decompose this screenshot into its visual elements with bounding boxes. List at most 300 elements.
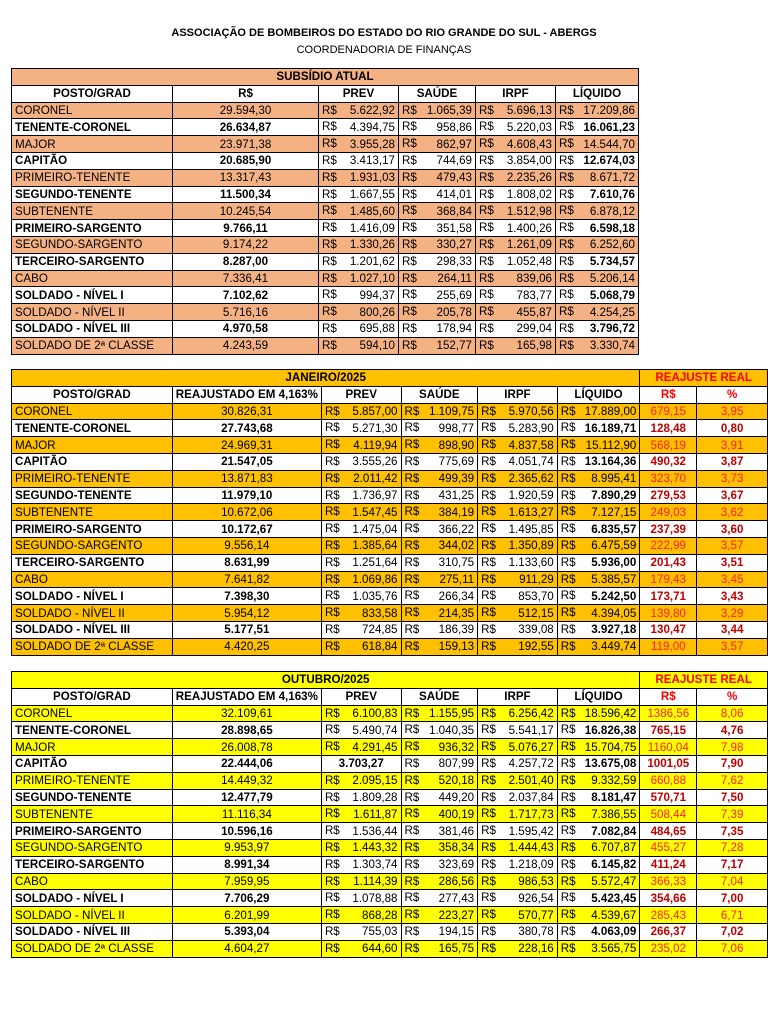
reajuste-pct-cell: 3,43	[697, 588, 768, 605]
prev-amount: 2.095,15	[352, 774, 398, 788]
liquido-cell	[556, 220, 639, 237]
liquido-cell	[556, 320, 639, 337]
value-cell: 28.898,65	[172, 722, 321, 739]
liquido-cell	[557, 504, 640, 521]
value-cell: 14.449,32	[172, 772, 321, 789]
prev-amount: 5.857,00	[352, 404, 398, 418]
reajuste-value-cell: 455,27	[640, 839, 697, 856]
currency-label: R$	[324, 807, 340, 821]
irpf-amount: 3.854,00	[506, 154, 552, 168]
liquido-cell	[557, 856, 640, 873]
currency-label: R$	[479, 305, 494, 319]
table-row	[12, 152, 639, 169]
table-row	[12, 806, 768, 823]
posto-cell: TENENTE-CORONEL	[12, 420, 173, 437]
irpf-cell	[476, 136, 556, 153]
posto-cell: SOLDADO DE 2ª CLASSE	[12, 940, 173, 957]
value-cell: 9.556,14	[172, 537, 321, 554]
currency-label: R$	[404, 908, 420, 922]
liquido-amount: 16.826,38	[584, 723, 637, 737]
liquido-cell	[556, 236, 639, 253]
posto-cell: CORONEL	[12, 403, 173, 420]
saude-cell	[401, 554, 478, 571]
prev-amount: 1.027,10	[349, 271, 395, 285]
saude-amount: 958,86	[436, 120, 472, 134]
value-cell: 13.317,43	[173, 169, 319, 186]
currency-label: R$	[324, 488, 340, 502]
irpf-cell	[476, 236, 556, 253]
currency-label: R$	[560, 723, 576, 737]
prev-amount: 4.291,45	[352, 740, 398, 754]
currency-label: R$	[481, 756, 496, 770]
reajuste-pct-cell: 7,90	[697, 755, 768, 772]
column-header: R$	[640, 688, 697, 705]
liquido-amount: 7.127,15	[591, 505, 637, 519]
document-subtitle: COORDENADORIA DE FINANÇAS	[296, 44, 472, 56]
liquido-cell	[557, 605, 640, 622]
prev-cell	[321, 923, 401, 940]
saude-cell	[401, 504, 478, 521]
irpf-amount: 1.595,42	[508, 824, 554, 838]
reajuste-value-cell: 570,71	[640, 789, 697, 806]
currency-label: R$	[481, 404, 496, 418]
saude-cell	[401, 890, 478, 907]
prev-amount: 3.955,28	[349, 137, 395, 151]
irpf-amount: 1.613,27	[508, 505, 554, 519]
value-cell: 7.336,41	[173, 270, 319, 287]
table-row	[12, 890, 768, 907]
table-row	[12, 873, 768, 890]
prev-cell	[319, 304, 399, 321]
prev-amount: 594,10	[359, 339, 395, 353]
prev-amount: 1.736,97	[352, 488, 398, 502]
table-title: SUBSÍDIO ATUAL	[12, 69, 639, 86]
prev-cell	[321, 470, 401, 487]
saude-cell	[399, 253, 476, 270]
irpf-amount: 192,55	[518, 640, 554, 654]
liquido-cell	[556, 203, 639, 220]
value-cell: 7.398,30	[172, 588, 321, 605]
liquido-cell	[557, 571, 640, 588]
posto-cell: SOLDADO - NÍVEL I	[12, 890, 173, 907]
value-cell: 32.109,61	[172, 705, 321, 722]
posto-cell: MAJOR	[12, 437, 173, 454]
currency-label: R$	[560, 572, 576, 586]
irpf-cell	[476, 320, 556, 337]
saude-cell	[401, 923, 478, 940]
value-cell: 9.766,11	[173, 220, 319, 237]
saude-amount: 323,69	[438, 858, 475, 872]
table-row	[12, 270, 639, 287]
posto-cell: SEGUNDO-TENENTE	[12, 186, 173, 203]
saude-amount: 165,75	[438, 942, 475, 956]
currency-label: R$	[481, 824, 496, 838]
currency-label: R$	[481, 891, 496, 905]
prev-amount: 1.303,74	[352, 858, 398, 872]
value-cell: 7.706,29	[172, 890, 321, 907]
liquido-amount: 16.189,71	[584, 421, 637, 435]
liquido-amount: 4.063,09	[591, 925, 637, 939]
prev-cell	[321, 588, 401, 605]
irpf-cell	[476, 169, 556, 186]
prev-cell	[319, 236, 399, 253]
posto-cell: SUBTENENTE	[12, 504, 173, 521]
value-cell: 4.420,25	[172, 638, 321, 655]
currency-label: R$	[324, 538, 340, 552]
reajuste-pct-cell: 7,17	[697, 856, 768, 873]
saude-cell	[401, 453, 478, 470]
prev-amount: 1.078,88	[352, 891, 398, 905]
currency-label: R$	[560, 740, 576, 754]
reajuste-value-cell: 1386,56	[640, 705, 697, 722]
saude-amount: 275,11	[439, 572, 475, 586]
saude-amount: 310,75	[438, 556, 475, 570]
irpf-cell	[478, 705, 558, 722]
irpf-amount: 1.495,85	[508, 522, 554, 536]
irpf-amount: 5.283,90	[508, 421, 554, 435]
irpf-cell	[478, 722, 558, 739]
table-row	[12, 119, 639, 136]
irpf-cell	[478, 420, 558, 437]
saude-cell	[399, 136, 476, 153]
currency-label: R$	[324, 438, 340, 452]
posto-cell: SUBTENENTE	[12, 806, 173, 823]
value-cell: 27.743,68	[172, 420, 321, 437]
saude-cell	[399, 320, 476, 337]
posto-cell: MAJOR	[12, 739, 173, 756]
prev-amount: 1.443,32	[352, 841, 398, 855]
saude-cell	[401, 470, 478, 487]
prev-amount: 724,85	[362, 623, 398, 637]
saude-amount: 936,32	[438, 740, 475, 754]
liquido-amount: 3.927,18	[591, 623, 637, 637]
posto-cell: CABO	[12, 571, 173, 588]
irpf-cell	[476, 253, 556, 270]
currency-label: R$	[481, 454, 496, 468]
reajuste-value-cell: 366,33	[640, 873, 697, 890]
column-header: PREV	[319, 85, 399, 102]
reajuste-pct-cell: 3,51	[697, 554, 768, 571]
value-cell: 5.177,51	[172, 621, 321, 638]
irpf-amount: 1.261,09	[506, 238, 552, 252]
table-row	[12, 739, 768, 756]
liquido-cell	[557, 537, 640, 554]
currency-label: R$	[559, 170, 574, 184]
prev-cell	[319, 337, 399, 354]
currency-label: R$	[402, 170, 417, 184]
irpf-cell	[476, 337, 556, 354]
prev-cell	[319, 119, 399, 136]
currency-label: R$	[404, 555, 420, 569]
saude-cell	[401, 521, 478, 538]
table-row	[12, 504, 768, 521]
value-cell: 26.008,78	[172, 739, 321, 756]
currency-label: R$	[481, 555, 496, 569]
value-cell: 29.594,30	[173, 102, 319, 119]
reajuste-real-header: REAJUSTE REAL	[640, 672, 768, 689]
table-row	[12, 320, 639, 337]
posto-cell: TERCEIRO-SARGENTO	[12, 554, 173, 571]
value-cell: 11.500,34	[173, 186, 319, 203]
prev-amount: 1.416,09	[349, 221, 395, 235]
posto-cell: PRIMEIRO-SARGENTO	[12, 521, 173, 538]
currency-label: R$	[404, 639, 420, 653]
currency-label: R$	[560, 505, 576, 519]
currency-label: R$	[560, 606, 576, 620]
posto-cell: SOLDADO DE 2ª CLASSE	[12, 638, 173, 655]
table-row	[12, 823, 768, 840]
reajuste-pct-cell: 3,44	[697, 621, 768, 638]
currency-label: R$	[404, 807, 420, 821]
liquido-amount: 8.995,41	[591, 472, 637, 486]
posto-cell: CAPITÃO	[12, 755, 173, 772]
posto-cell: SOLDADO - NÍVEL III	[12, 320, 173, 337]
currency-label: R$	[559, 237, 574, 251]
saude-cell	[401, 722, 478, 739]
prev-cell	[321, 521, 401, 538]
saude-cell	[401, 487, 478, 504]
liquido-amount: 7.386,55	[591, 807, 637, 821]
prev-amount: 1.547,45	[352, 505, 398, 519]
value-cell: 10.672,06	[172, 504, 321, 521]
posto-cell: SEGUNDO-TENENTE	[12, 789, 173, 806]
saude-amount: 351,58	[436, 221, 472, 235]
currency-label: R$	[560, 538, 576, 552]
saude-amount: 414,01	[436, 187, 472, 201]
value-cell: 26.634,87	[173, 119, 319, 136]
currency-label: R$	[404, 589, 420, 603]
currency-label: R$	[322, 137, 337, 151]
liquido-cell	[557, 470, 640, 487]
irpf-amount: 853,70	[518, 589, 554, 603]
reajuste-pct-cell: 3,29	[697, 605, 768, 622]
currency-label: R$	[481, 488, 496, 502]
reajuste-value-cell: 130,47	[640, 621, 697, 638]
currency-label: R$	[404, 538, 420, 552]
saude-amount: 998,77	[438, 421, 475, 435]
liquido-amount: 13.675,08	[584, 757, 637, 771]
prev-cell: 3.703,27	[321, 755, 401, 772]
table-row	[12, 605, 768, 622]
value-cell: 9.174,22	[173, 236, 319, 253]
irpf-amount: 1.350,89	[508, 539, 554, 553]
saude-cell	[399, 337, 476, 354]
table-row	[12, 304, 639, 321]
irpf-amount: 512,15	[518, 606, 554, 620]
prev-cell	[321, 789, 401, 806]
saude-cell	[401, 437, 478, 454]
saude-cell	[399, 203, 476, 220]
liquido-amount: 6.835,57	[591, 522, 637, 536]
reajuste-pct-cell: 7,50	[697, 789, 768, 806]
column-header: IRPF	[478, 688, 558, 705]
liquido-cell	[557, 437, 640, 454]
table-row	[12, 571, 768, 588]
irpf-cell	[476, 220, 556, 237]
currency-label: R$	[479, 271, 494, 285]
liquido-cell	[556, 304, 639, 321]
liquido-cell	[556, 287, 639, 304]
value-cell: 10.172,67	[172, 521, 321, 538]
saude-amount: 344,02	[438, 539, 475, 553]
value-cell: 13.871,83	[172, 470, 321, 487]
liquido-amount: 14.544,70	[583, 137, 635, 151]
currency-label: R$	[404, 606, 420, 620]
currency-label: R$	[322, 288, 337, 302]
liquido-amount: 7.082,84	[591, 824, 637, 838]
currency-label: R$	[324, 840, 340, 854]
prev-cell	[321, 621, 401, 638]
prev-amount: 1.485,60	[349, 204, 395, 218]
saude-amount: 368,84	[436, 204, 472, 218]
currency-label: R$	[404, 874, 420, 888]
liquido-cell	[557, 621, 640, 638]
column-header: POSTO/GRAD	[12, 688, 173, 705]
reajuste-value-cell: 411,24	[640, 856, 697, 873]
reajuste-value-cell: 173,71	[640, 588, 697, 605]
liquido-amount: 17.209,86	[583, 103, 635, 117]
irpf-amount: 5.220,03	[506, 120, 552, 134]
saude-cell	[401, 940, 478, 957]
column-header: POSTO/GRAD	[12, 386, 173, 403]
value-cell: 21.547,05	[172, 453, 321, 470]
irpf-cell	[478, 453, 558, 470]
liquido-amount: 6.598,18	[589, 221, 635, 235]
posto-cell: SOLDADO - NÍVEL I	[12, 287, 173, 304]
column-header: R$	[640, 386, 697, 403]
prev-cell	[321, 890, 401, 907]
reajuste-value-cell: 201,43	[640, 554, 697, 571]
posto-cell: PRIMEIRO-SARGENTO	[12, 220, 173, 237]
column-header: R$	[173, 85, 319, 102]
value-cell: 4.604,27	[172, 940, 321, 957]
table-row	[12, 420, 768, 437]
liquido-amount: 8.181,47	[591, 790, 637, 804]
column-header: SAÚDE	[399, 85, 476, 102]
prev-cell	[321, 940, 401, 957]
prev-amount: 833,58	[362, 606, 398, 620]
currency-label: R$	[322, 120, 337, 134]
prev-amount: 644,60	[362, 942, 398, 956]
reajuste-value-cell: 222,99	[640, 537, 697, 554]
saude-amount: 1.065,39	[426, 103, 472, 117]
saude-amount: 384,19	[438, 505, 475, 519]
currency-label: R$	[481, 538, 496, 552]
irpf-cell	[478, 504, 558, 521]
saude-amount: 159,13	[438, 640, 475, 654]
table-row	[12, 453, 768, 470]
currency-label: R$	[560, 438, 576, 452]
posto-cell: SOLDADO - NÍVEL III	[12, 621, 173, 638]
table-row	[12, 437, 768, 454]
currency-label: R$	[324, 639, 340, 653]
value-cell: 5.393,04	[172, 923, 321, 940]
saude-amount: 264,11	[437, 271, 472, 285]
reajuste-pct-cell: 4,76	[697, 722, 768, 739]
currency-label: R$	[560, 790, 576, 804]
saude-cell	[399, 119, 476, 136]
liquido-amount: 8.671,72	[589, 171, 635, 185]
prev-amount: 1.385,64	[352, 539, 398, 553]
prev-cell	[321, 571, 401, 588]
liquido-cell	[557, 789, 640, 806]
currency-label: R$	[560, 756, 576, 770]
prev-amount: 2.011,42	[353, 472, 398, 486]
currency-label: R$	[404, 941, 420, 955]
posto-cell: SOLDADO DE 2ª CLASSE	[12, 337, 173, 354]
reajuste-value-cell: 139,80	[640, 605, 697, 622]
irpf-amount: 1.717,73	[508, 807, 554, 821]
prev-cell	[321, 537, 401, 554]
currency-label: R$	[404, 891, 420, 905]
liquido-amount: 6.145,82	[591, 858, 637, 872]
prev-amount: 3.555,26	[352, 455, 398, 469]
irpf-amount: 455,87	[516, 305, 552, 319]
reajuste-pct-cell: 3,57	[697, 537, 768, 554]
currency-label: R$	[404, 622, 420, 636]
currency-label: R$	[560, 807, 576, 821]
irpf-amount: 4.257,72	[508, 757, 554, 771]
prev-amount: 1.667,55	[349, 187, 395, 201]
posto-cell: PRIMEIRO-TENENTE	[12, 169, 173, 186]
liquido-cell	[557, 806, 640, 823]
liquido-cell	[556, 102, 639, 119]
liquido-cell	[557, 739, 640, 756]
prev-amount: 1.475,04	[352, 522, 398, 536]
liquido-amount: 6.707,87	[591, 841, 637, 855]
prev-amount: 6.100,83	[352, 706, 398, 720]
value-cell: 5.716,16	[173, 304, 319, 321]
table-row	[12, 186, 639, 203]
reajuste-value-cell: 568,19	[640, 437, 697, 454]
currency-label: R$	[560, 454, 576, 468]
currency-label: R$	[404, 924, 420, 938]
prev-amount: 695,88	[359, 322, 395, 336]
liquido-amount: 3.449,74	[591, 640, 637, 654]
salary-table-0	[11, 68, 639, 355]
reajuste-pct-cell: 3,67	[697, 487, 768, 504]
liquido-cell	[557, 923, 640, 940]
reajuste-pct-cell: 7,28	[697, 839, 768, 856]
prev-cell	[321, 638, 401, 655]
currency-label: R$	[479, 254, 494, 268]
saude-amount: 520,18	[438, 774, 475, 788]
column-header: REAJUSTADO EM 4,163%	[172, 386, 321, 403]
currency-label: R$	[404, 488, 420, 502]
currency-label: R$	[322, 271, 337, 285]
currency-label: R$	[402, 305, 417, 319]
currency-label: R$	[481, 840, 496, 854]
irpf-cell	[478, 403, 558, 420]
reajuste-pct-cell: 7,00	[697, 890, 768, 907]
value-cell: 20.685,90	[173, 152, 319, 169]
prev-amount: 4.119,94	[353, 438, 398, 452]
saude-cell	[399, 220, 476, 237]
currency-label: R$	[479, 338, 494, 352]
irpf-amount: 783,77	[516, 288, 552, 302]
reajuste-pct-cell: 7,35	[697, 823, 768, 840]
prev-cell	[321, 772, 401, 789]
irpf-cell	[478, 739, 558, 756]
currency-label: R$	[481, 589, 496, 603]
prev-cell	[321, 437, 401, 454]
currency-label: R$	[322, 254, 337, 268]
value-cell: 7.102,62	[173, 287, 319, 304]
saude-cell	[401, 789, 478, 806]
currency-label: R$	[481, 908, 496, 922]
irpf-amount: 380,78	[518, 925, 554, 939]
table-row	[12, 136, 639, 153]
